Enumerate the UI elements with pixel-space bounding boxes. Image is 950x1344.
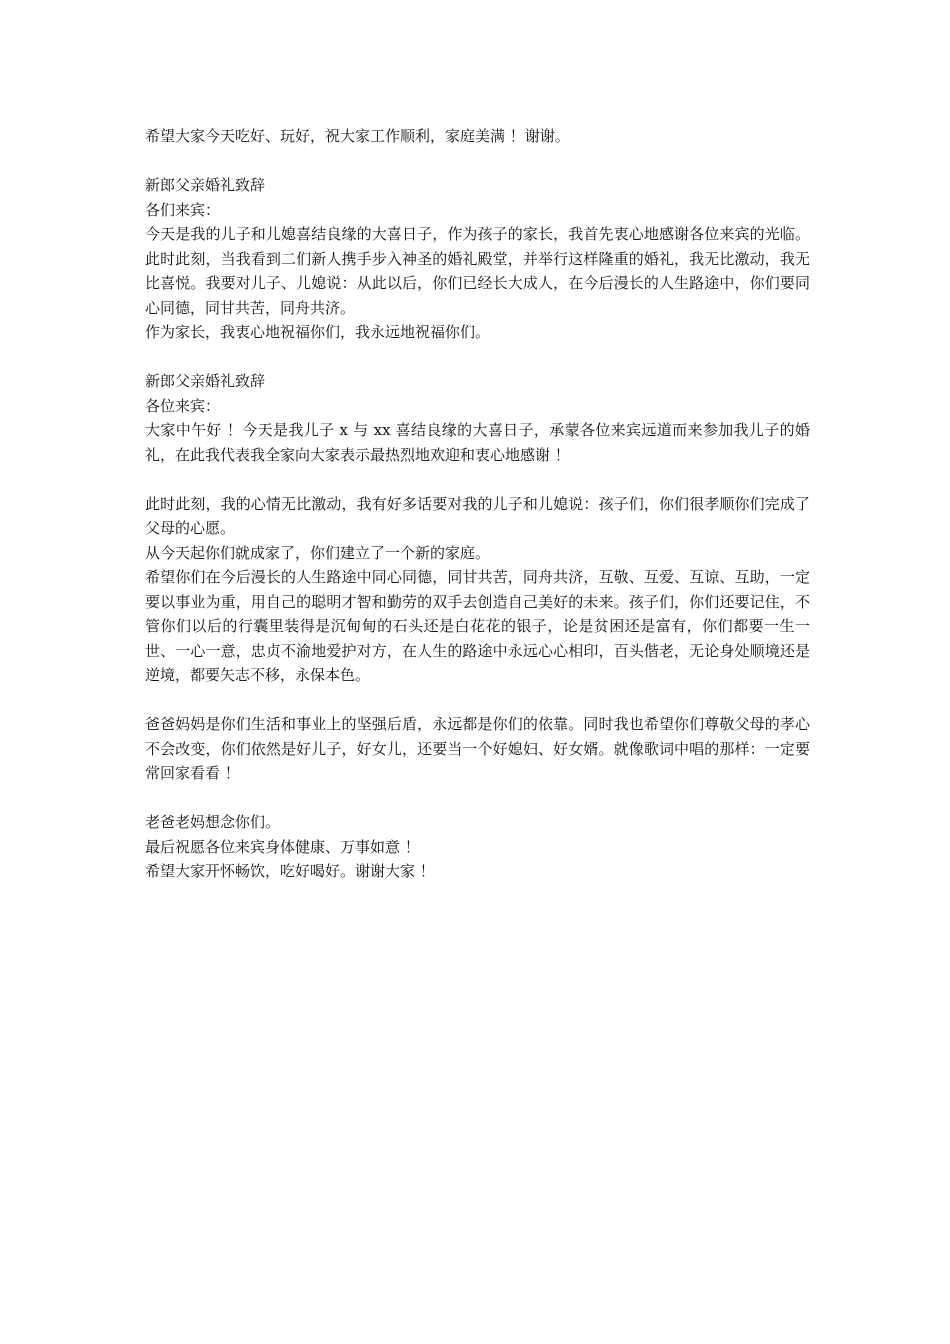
blank-line <box>145 345 810 370</box>
paragraph: 从今天起你们就成家了，你们建立了一个新的家庭。 <box>145 543 491 562</box>
paragraph: 作为家长，我衷心地祝福你们，我永远地祝福你们。 <box>145 323 491 341</box>
paragraph: 今天是我的儿子和儿媳喜结良缘的大喜日子，作为孩子的家长，我首先衷心地感谢各位来宾的光临。此时此刻，当我看到二们新人携手步入神圣的婚礼殿堂，并举行这样隆重的婚礼，我无比激动，我无比喜悦。我要对儿子、儿媳说：从此以后，你们已经长大成人，在今后漫长的人生路途中，你们要同心同德，同甘共苦，同舟共济。 <box>145 225 810 317</box>
blank-line <box>145 786 810 811</box>
greeting: 各位来宾： <box>145 396 221 415</box>
paragraph: 希望你们在今后漫长的人生路途中同心同德，同甘共苦，同舟共济，互敬、互爱、互谅、互助，一定要以事业为重，用自己的聪明才智和勤劳的双手去创造自己美好的未来。孩子们，你们还要记住，不管你们以后的行囊里装得是沉甸甸的石头还是白花花的银子，论是贫困还是富有，你们都要一生一世、一心一意，忠贞不渝地爱护对方，在人生的路途中永远心心相印，百头偕老，无论身处顺境还是逆境，都要矢志不移，永保本色。 <box>145 568 810 684</box>
paragraph: 此时此刻，我的心情无比激动，我有好多话要对我的儿子和儿媳说：孩子们，你们很孝顺你们完成了父母的心愿。 <box>145 494 810 537</box>
paragraph: 希望大家开怀畅饮，吃好喝好。谢谢大家 ！ <box>145 862 435 880</box>
section-title: 新郎父亲婚礼致辞 <box>145 176 266 194</box>
blank-line <box>145 149 810 174</box>
blank-line <box>145 688 810 713</box>
paragraph: 大家中午好 ！今天是我儿子 x 与 xx 喜结良缘的大喜日子，承蒙各位来宾远道而来参加我儿子的婚礼，在此我代表我全家向大家表示最热烈地欢迎和衷心地感谢 ！ <box>145 421 810 464</box>
section-title: 新郎父亲婚礼致辞 <box>145 372 266 390</box>
paragraph: 爸爸妈妈是你们生活和事业上的坚强后盾，永远都是你们的依靠。同时我也希望你们尊敬父母的孝心不会改变，你们依然是好儿子，好女儿，还要当一个好媳妇、好女婿。就像歌词中唱的那样：一定要常回家看看 ！ <box>145 715 810 782</box>
paragraph: 最后祝愿各位来宾身体健康、万事如意 ！ <box>145 837 420 856</box>
greeting: 各们来宾： <box>145 200 221 219</box>
paragraph: 老爸老妈想念你们。 <box>145 813 281 831</box>
document-page <box>145 124 810 884</box>
closing-line: 希望大家今天吃好、玩好，祝大家工作顺利，家庭美满 ！谢谢。 <box>145 127 570 145</box>
blank-line <box>145 467 810 492</box>
